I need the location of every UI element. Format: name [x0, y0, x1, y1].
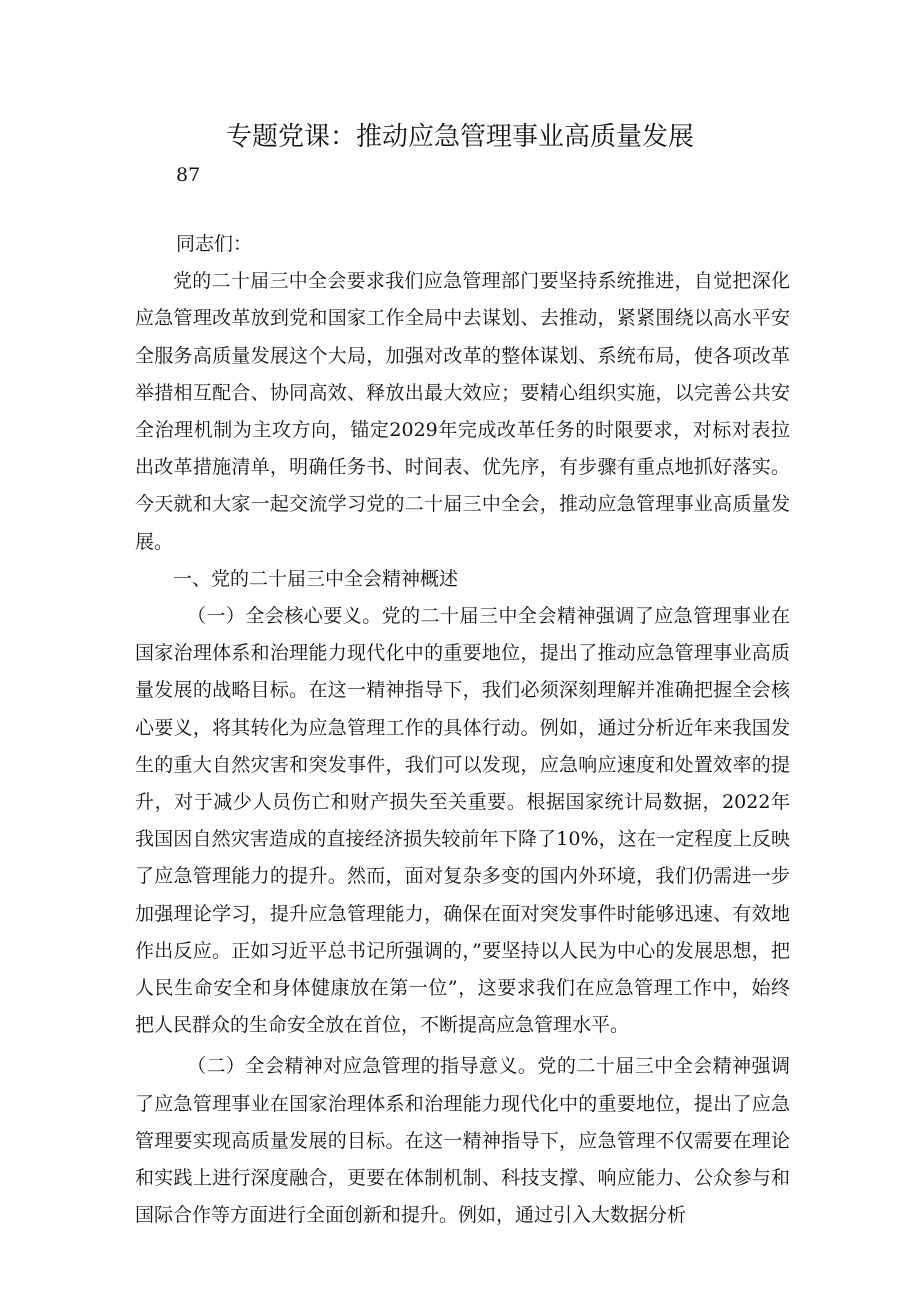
intro-paragraph: 党的二十届三中全会要求我们应急管理部门要坚持系统推进，自觉把深化应急管理改革放到党和国家工作全局中去谋划、去推动，紧紧围绕以高水平安全服务高质量发展这个大局，加强对改革的整体谋划、系统布局，使各项改革举措相互配合、协同高效、释放出最大效应；要精心组织实施，以完善公共安全治理机制为主攻方向，锚定2029年完成改革任务的时限要求，对标对表拉出改革措施清单，明确任务书、时间表、优先序，有步骤有重点地抓好落实。今天就和大家一起交流学习党的二十届三中全会，推动应急管理事业高质量发展。	[135, 270, 790, 553]
subsection-paragraph-2: （二）全会精神对应急管理的指导意义。党的二十届三中全会精神强调了应急管理事业在国家治理体系和治理能力现代化中的重要地位，提出了应急管理要实现高质量发展的目标。在这一精神指导下，应急管理不仅需要在理论和实践上进行深度融合，更要在体制机制、科技支撑、响应能力、公众参与和国际合作等方面进行全面创新和提升。例如，通过引入大数据分析	[135, 1055, 790, 1227]
subsection-paragraph-1: （一）全会核心要义。党的二十届三中全会精神强调了应急管理事业在国家治理体系和治理能力现代化中的重要地位，提出了推动应急管理事业高质量发展的战略目标。在这一精神指导下，我们必须深刻理解并准确把握全会核心要义，将其转化为应急管理工作的具体行动。例如，通过分析近年来我国发生的重大自然灾害和突发事件，我们可以发现，应急响应速度和处置效率的提升，对于减少人员伤亡和财产损失至关重要。根据国家统计局数据，2022年我国因自然灾害造成的直接经济损失较前年下降了10%，这在一定程度上反映了应急管理能力的提升。然而，面对复杂多变的国内外环境，我们仍需进一步加强理论学习，提升应急管理能力，确保在面对突发事件时能够迅速、有效地作出反应。正如习近平总书记所强调的，”要坚持以人民为中心的发展思想，把人民生命安全和身体健康放在第一位”，这要求我们在应急管理工作中，始终把人民群众的生命安全放在首位，不断提高应急管理水平。	[135, 605, 790, 1037]
salutation: 同志们：	[176, 233, 253, 255]
document-title: 专题党课：推动应急管理事业高质量发展	[225, 122, 694, 152]
document-body	[135, 226, 790, 1234]
section-heading-1: 一、党的二十届三中全会精神概述	[173, 567, 459, 590]
document-number: 87	[176, 164, 201, 186]
